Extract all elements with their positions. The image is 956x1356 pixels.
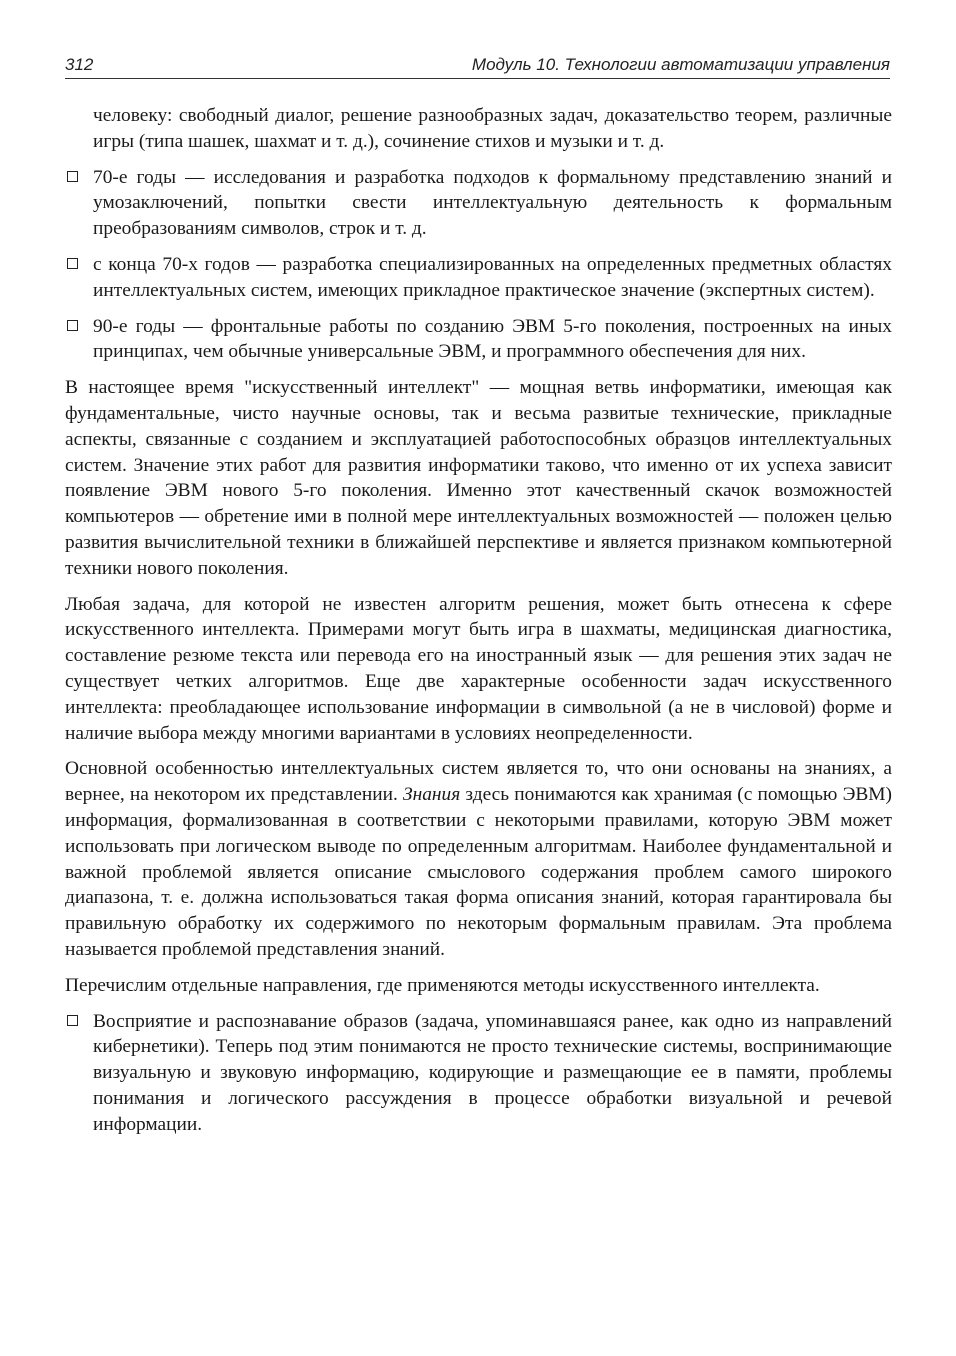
paragraph-ai-tasks: Любая задача, для которой не известен алгоритм решения, может быть отнесена к сфере искусственного интеллекта. Примерами могут быть игра в шахматы, медицинская диагностика, составление резюме текста или перевода его на иностранный язык — для решения этих задач не существует четких алгоритмов. Еще две характерные особенности задач искусственного интеллекта: преобладающее использование информации в символьной (а не в числовой) форме и наличие выбора между многими вариантами в условиях неопределенности. (65, 593, 892, 744)
checkbox-bullet-icon (67, 320, 78, 331)
running-header (65, 52, 890, 79)
page-number: 312 (65, 55, 94, 74)
paragraph-knowledge (65, 756, 892, 962)
list-item-text: Восприятие и распознавание образов (задача, упоминавшаяся ранее, как одно из направлений кибернетики). Теперь под этим понимаются не просто технические системы, воспринимающие визуальную и звуковую информацию, кодирующие и размещающие ее в памяти, проблемы понимания и логического рассуждения в процессе обработки визуальной и речевой информации. (93, 1010, 892, 1135)
list-item (65, 165, 892, 242)
list-item (65, 252, 892, 304)
list-item-text: 70-е годы — исследования и разработка подходов к формальному представлению знаний и умозаключений, попытки свести интеллектуальную деятельность к формальным преобразованиям символов, строк и т. д. (93, 166, 892, 240)
paragraph-knowledge-start: Основной особенностью интеллектуальных систем является то, что они основаны на знаниях, а вернее, на некотором их представлении. (65, 758, 892, 806)
checkbox-bullet-icon (67, 258, 78, 269)
paragraph-knowledge-end: здесь понимаются как хранимая (с помощью ЭВМ) информация, формализованная в соответствии с некоторыми правилами, которую ЭВМ может использовать при логическом выводе по определенным алгоритмам. Наиболее фундаментальной и важной проблемой является описание смыслового содержания проблем самого широкого диапазона, т. е. должна использоваться такая форма описания знаний, которая гарантировала бы правильную обработку их содержимого по некоторым формальным правилам. Эта проблема называется проблемой представления знаний. (65, 784, 892, 960)
list-item (65, 314, 892, 366)
continuation-text: человеку: свободный диалог, решение разнообразных задач, доказательство теорем, различные игры (типа шашек, шахмат и т. д.), сочинение стихов и музыки и т. д. (93, 105, 892, 152)
page-body (65, 103, 892, 1147)
list-item (65, 1009, 892, 1138)
term-knowledge: Знания (403, 784, 461, 806)
checkbox-bullet-icon (67, 1015, 78, 1026)
list-item-text: с конца 70-х годов — разработка специализированных на определенных предметных областях интеллектуальных систем, имеющих прикладное практическое значение (экспертных систем). (93, 253, 892, 301)
paragraph-list-intro: Перечислим отдельные направления, где применяются методы искусственного интеллекта. (65, 974, 820, 996)
list-item-text: 90-е годы — фронтальные работы по созданию ЭВМ 5-го поколения, построенных на иных принципах, чем обычные универсальные ЭВМ, и программного обеспечения для них. (93, 315, 892, 363)
checkbox-bullet-icon (67, 171, 78, 182)
running-title: Модуль 10. Технологии автоматизации управления (471, 55, 890, 74)
paragraph-ai-branch: В настоящее время "искусственный интеллект" — мощная ветвь информатики, имеющая как фундаментальные, чисто научные основы, так и весьма развитые технические, прикладные аспекты, связанные с созданием и эксплуатацией работоспособных образцов интеллектуальных систем. Значение этих работ для развития информатики таково, что именно от их успеха зависит появление ЭВМ нового 5-го поколения. Именно этот качественный скачок возможностей компьютеров — обретение ими в полной мере интеллектуальных возможностей — положен целью развития вычислительной техники в ближайшей перспективе и является признаком компьютерной техники нового поколения. (65, 377, 892, 579)
